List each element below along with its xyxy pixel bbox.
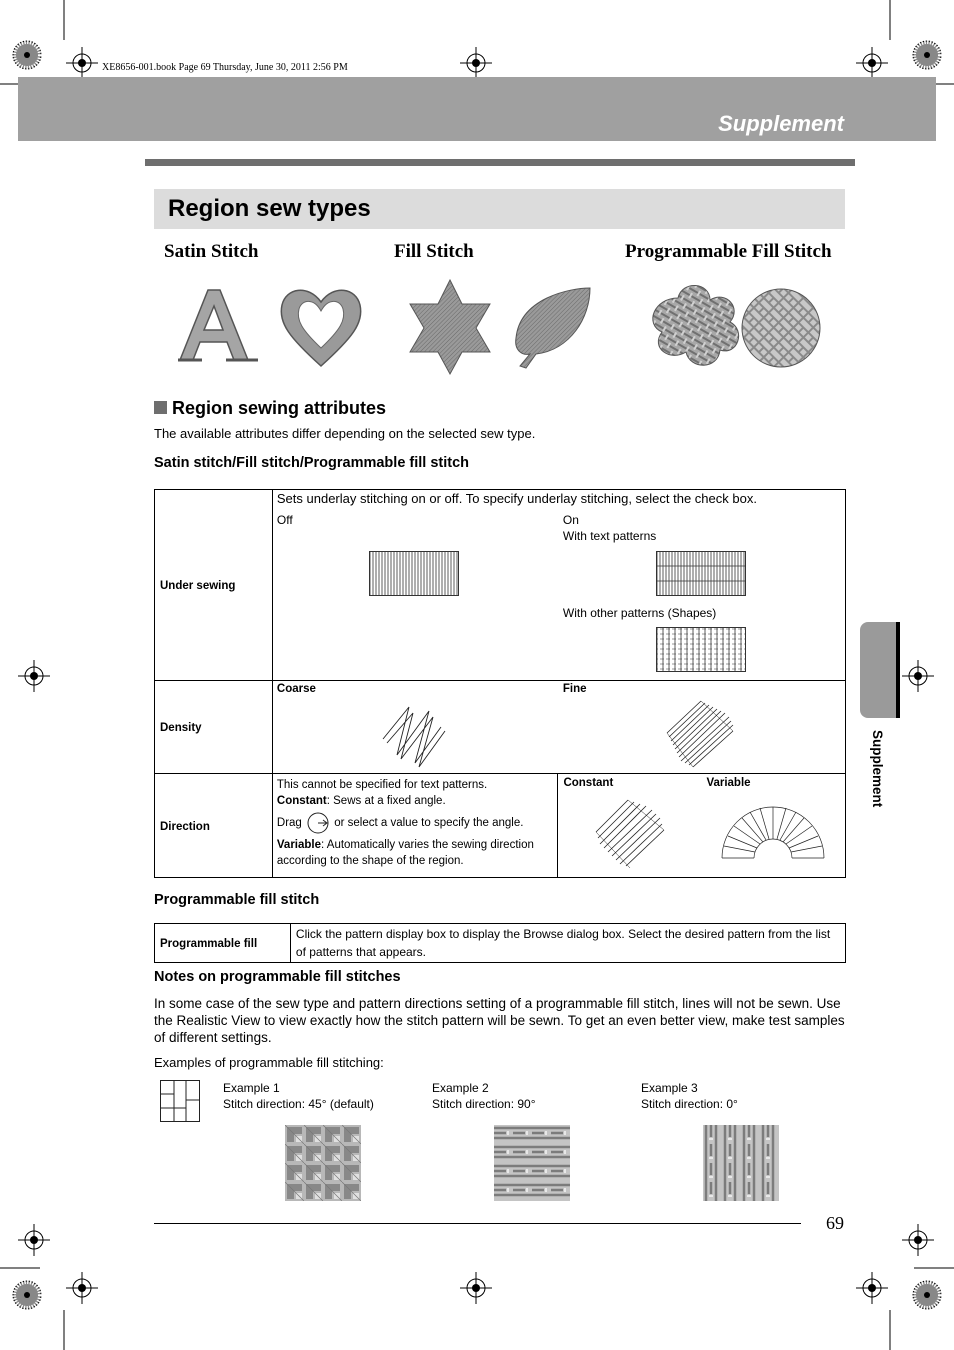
example-2-swatch [494, 1125, 570, 1201]
density-coarse-illustration [379, 699, 451, 769]
direction-variable-desc: : Automatically varies the sewing direction according to the shape of the region. [276, 839, 534, 867]
under-sewing-off-label: Off [276, 513, 293, 527]
programmable-label-cell [155, 924, 291, 963]
attributes-subheading: Satin stitch/Fill stitch/Programmable fill stitch [154, 455, 470, 471]
side-tab-label: Supplement [870, 730, 885, 808]
direction-variable-illustration [718, 802, 828, 864]
satin-letter-a-icon [178, 290, 258, 360]
table-row-density [155, 681, 846, 774]
direction-illustration-cell [558, 774, 846, 878]
pattern-layout-icon [160, 1080, 200, 1122]
page-title: Region sew types [168, 195, 371, 222]
direction-description [277, 777, 553, 869]
under-sewing-on-text-swatch [656, 551, 746, 596]
direction-variable-term: Variable [276, 839, 322, 851]
programmable-fill-heading: Programmable Fill Stitch [625, 241, 832, 262]
programmable-heading: Programmable fill stitch [154, 892, 320, 908]
example-1-swatch [285, 1125, 361, 1201]
page-number: 69 [826, 1213, 844, 1233]
angle-dial-icon[interactable] [307, 812, 329, 834]
density-coarse-label: Coarse [276, 683, 316, 695]
example-3-name: Example 3 [641, 1081, 698, 1095]
book-info-line: XE8656-001.book Page 69 Thursday, June 30, 2011 2:56 PM [102, 62, 348, 73]
under-sewing-on-shapes-swatch [656, 627, 746, 672]
example-2-caption [432, 1080, 536, 1112]
density-label-cell [155, 681, 273, 774]
direction-constant-term: Constant [276, 795, 327, 807]
programmable-circle-icon [742, 289, 820, 367]
under-sewing-on-label: On [562, 513, 579, 527]
table-row-programmable-fill [155, 924, 846, 963]
under-sewing-content [272, 490, 845, 681]
attributes-heading [154, 398, 386, 419]
direction-label-cell [155, 774, 273, 878]
programmable-desc-cell [290, 924, 845, 963]
direction-constant-label: Constant [563, 777, 614, 789]
direction-drag-post: or select a value to specify the angle. [334, 817, 524, 830]
header-rule [145, 159, 855, 166]
attributes-heading-text: Region sewing attributes [172, 398, 387, 418]
example-3-caption [641, 1080, 738, 1112]
side-tab[interactable] [860, 622, 900, 718]
under-sewing-label: Under sewing [160, 580, 236, 592]
attributes-table [154, 489, 846, 878]
satin-stitch-heading: Satin Stitch [164, 241, 259, 262]
direction-label: Direction [160, 820, 210, 833]
density-label: Density [160, 722, 202, 734]
example-2-direction: Stitch direction: 90° [432, 1097, 536, 1111]
examples-intro: Examples of programmable fill stitching: [154, 1055, 384, 1070]
programmable-table [154, 923, 846, 963]
fill-leaf-icon [516, 288, 590, 368]
attributes-intro: The available attributes differ depending on the selected sew type. [154, 426, 536, 441]
square-bullet-icon [154, 401, 167, 414]
fill-star-icon [410, 280, 490, 374]
example-1-caption [223, 1080, 374, 1112]
direction-drag-pre: Drag [276, 817, 302, 830]
direction-variable-line [277, 837, 553, 869]
example-3-direction: Stitch direction: 0° [641, 1097, 738, 1111]
sew-type-illustrations [150, 278, 850, 378]
under-sewing-label-cell [155, 490, 273, 681]
density-fine-illustration [661, 697, 741, 771]
density-content [272, 681, 845, 774]
notes-heading: Notes on programmable fill stitches [154, 969, 401, 985]
example-2-name: Example 2 [432, 1081, 489, 1095]
direction-variable-label: Variable [706, 777, 751, 789]
notes-paragraph: In some case of the sew type and pattern directions setting of a programmable fill stitch, lines will not be sewn. Use the Realistic View to view exactly how the stitch pattern will be sewn. To get an even better view, make test samples of different settings. [154, 996, 845, 1045]
programmable-fill-description: Click the pattern display box to display the Browse dialog box. Select the desired pattern from the list of patterns that appears. [295, 927, 831, 959]
example-3-swatch [703, 1125, 779, 1201]
example-1-name: Example 1 [223, 1081, 280, 1095]
direction-text-note: This cannot be specified for text patterns. [276, 779, 488, 791]
under-sewing-description: Sets underlay stitching on or off. To specify underlay stitching, select the check box. [276, 491, 757, 506]
section-title: Supplement [718, 111, 844, 136]
under-sewing-off-swatch [369, 551, 459, 596]
programmable-fill-label: Programmable fill [160, 938, 258, 950]
direction-constant-line [277, 793, 553, 809]
table-row-direction [155, 774, 846, 878]
under-sewing-on-shapes-label: With other patterns (Shapes) [562, 606, 717, 620]
table-row-under-sewing [155, 490, 846, 681]
side-tab-edge [896, 622, 900, 718]
example-1-direction: Stitch direction: 45° (default) [223, 1097, 374, 1111]
direction-description-cell [272, 774, 558, 878]
fill-stitch-heading: Fill Stitch [394, 241, 474, 262]
under-sewing-on-text-label: With text patterns [562, 529, 657, 543]
density-fine-label: Fine [562, 683, 587, 695]
footer-rule [154, 1223, 801, 1224]
direction-constant-desc: : Sews at a fixed angle. [326, 795, 446, 807]
direction-constant-illustration [592, 796, 668, 872]
satin-heart-icon [281, 290, 360, 366]
programmable-flower-icon [653, 285, 739, 365]
direction-drag-line [277, 812, 553, 834]
